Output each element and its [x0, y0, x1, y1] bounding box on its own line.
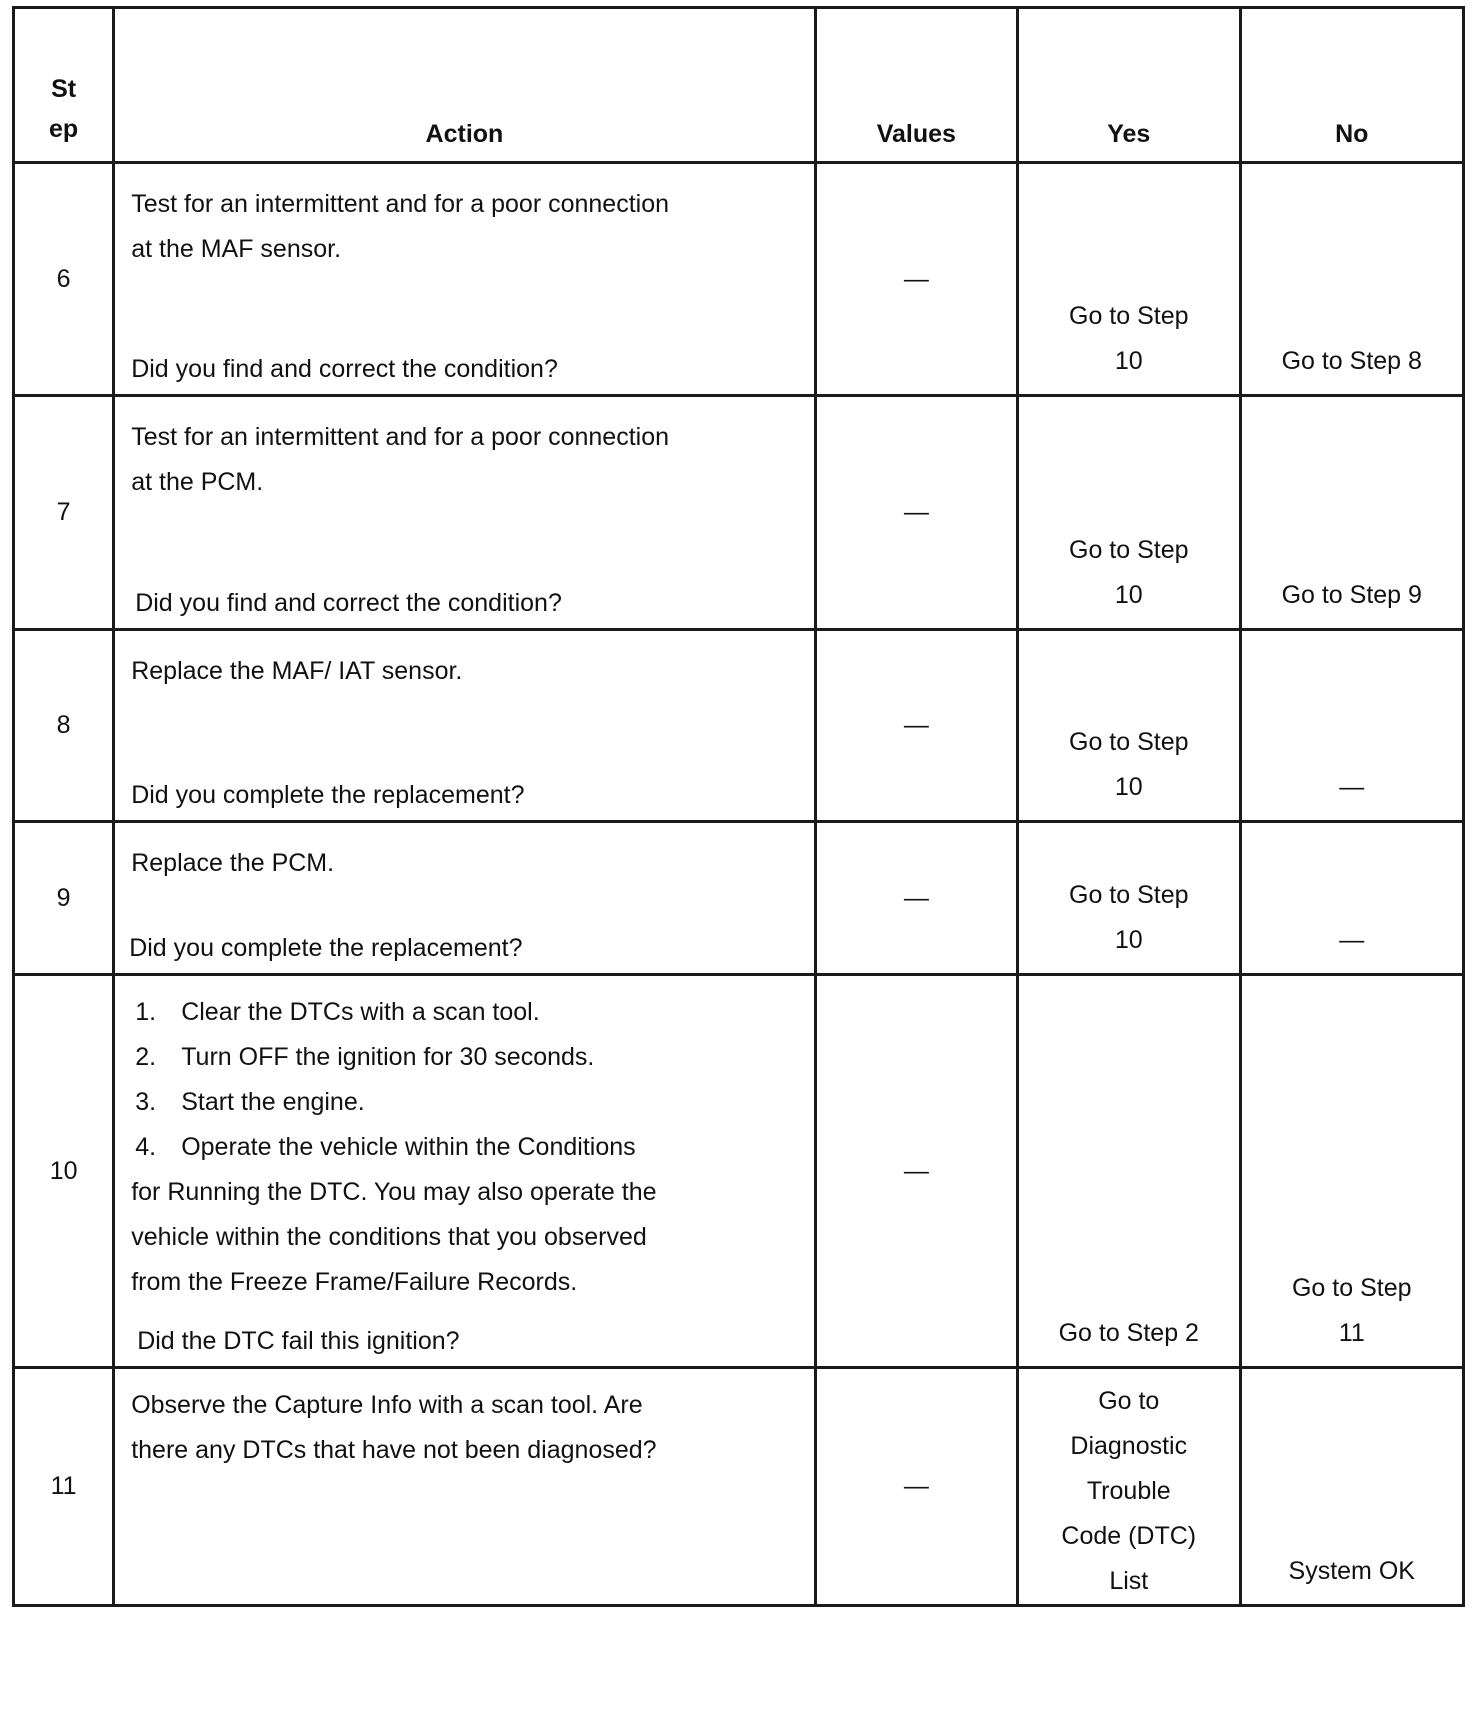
list-item [131, 1035, 691, 1080]
header-step-line1: St [51, 75, 77, 103]
header-no: No [1240, 8, 1464, 163]
action-question: Did you find and correct the condition? [131, 355, 558, 383]
action-continued: for Running the DTC. You may also operate the vehicle within the conditions that you observed from the Freeze Frame/Failure Records. [131, 1178, 657, 1296]
list-number: 2. [135, 1043, 157, 1071]
table-row [14, 975, 1464, 1368]
yes-text: Go to Step 10 [1069, 302, 1189, 375]
header-row [14, 8, 1464, 163]
no-cell [1240, 630, 1464, 822]
step-number: 10 [14, 975, 114, 1368]
values-cell: — [815, 163, 1017, 396]
list-text: Clear the DTCs with a scan tool. [181, 998, 540, 1026]
action-question: Did you complete the replacement? [129, 934, 523, 962]
action-question: Did the DTC fail this ignition? [137, 1327, 460, 1355]
action-text: Replace the PCM. [131, 849, 335, 877]
no-text: Go to Step 9 [1281, 581, 1422, 609]
yes-text: Go to Step 10 [1069, 536, 1189, 609]
list-text: Start the engine. [181, 1088, 365, 1116]
table-row [14, 163, 1464, 396]
header-step [14, 8, 114, 163]
header-yes: Yes [1018, 8, 1240, 163]
table-row [14, 822, 1464, 975]
yes-cell [1018, 822, 1240, 975]
action-list [115, 976, 701, 1305]
action-cell [114, 975, 815, 1368]
action-cell [114, 822, 815, 975]
values-cell: — [815, 396, 1017, 630]
action-text: Test for an intermittent and for a poor connection at the PCM. [131, 423, 670, 496]
list-text: Operate the vehicle within the Conditions [181, 1133, 636, 1161]
values-cell: — [815, 822, 1017, 975]
values-cell: — [815, 1368, 1017, 1606]
table-row [14, 630, 1464, 822]
yes-cell [1018, 1368, 1240, 1606]
no-text: System OK [1288, 1557, 1415, 1585]
yes-text: Go to Step 10 [1069, 728, 1189, 801]
no-text: Go to Step 8 [1281, 347, 1422, 375]
no-text: — [1339, 926, 1365, 954]
no-cell [1240, 396, 1464, 630]
action-text: Replace the MAF/ IAT sensor. [131, 657, 463, 685]
no-text: Go to Step 11 [1291, 1274, 1412, 1347]
yes-text: Go to Step 2 [1058, 1319, 1199, 1347]
list-number: 3. [135, 1088, 157, 1116]
header-values: Values [815, 8, 1017, 163]
no-cell [1240, 163, 1464, 396]
table-row [14, 396, 1464, 630]
yes-cell [1018, 163, 1240, 396]
list-number: 4. [135, 1133, 157, 1161]
action-cell [114, 630, 815, 822]
header-step-line2: ep [49, 115, 79, 143]
action-cell [114, 1368, 815, 1606]
no-cell [1240, 1368, 1464, 1606]
list-number: 1. [135, 998, 157, 1026]
step-number: 6 [14, 163, 114, 396]
action-text: Test for an intermittent and for a poor connection at the MAF sensor. [131, 190, 670, 263]
table-row [14, 1368, 1464, 1606]
step-number: 9 [14, 822, 114, 975]
step-number: 7 [14, 396, 114, 630]
list-text: Turn OFF the ignition for 30 seconds. [181, 1043, 595, 1071]
no-cell [1240, 975, 1464, 1368]
yes-cell [1018, 396, 1240, 630]
action-question: Did you find and correct the condition? [135, 589, 562, 617]
yes-cell [1018, 630, 1240, 822]
list-item [131, 990, 691, 1035]
values-cell: — [815, 630, 1017, 822]
action-question: Did you complete the replacement? [131, 781, 525, 809]
no-cell [1240, 822, 1464, 975]
yes-text: Go to Step 10 [1069, 881, 1189, 954]
no-text: — [1339, 773, 1365, 801]
values-cell: — [815, 975, 1017, 1368]
list-item [131, 1125, 691, 1170]
action-text: Observe the Capture Info with a scan tool. Are there any DTCs that have not been diagnosed? [131, 1391, 657, 1464]
yes-cell [1018, 975, 1240, 1368]
diagnostic-table [12, 6, 1465, 1607]
step-number: 8 [14, 630, 114, 822]
step-number: 11 [14, 1368, 114, 1606]
list-item [131, 1080, 691, 1125]
header-action: Action [114, 8, 815, 163]
action-cell [114, 163, 815, 396]
action-cell [114, 396, 815, 630]
yes-text: Go to Diagnostic Trouble Code (DTC) List [1061, 1387, 1197, 1595]
